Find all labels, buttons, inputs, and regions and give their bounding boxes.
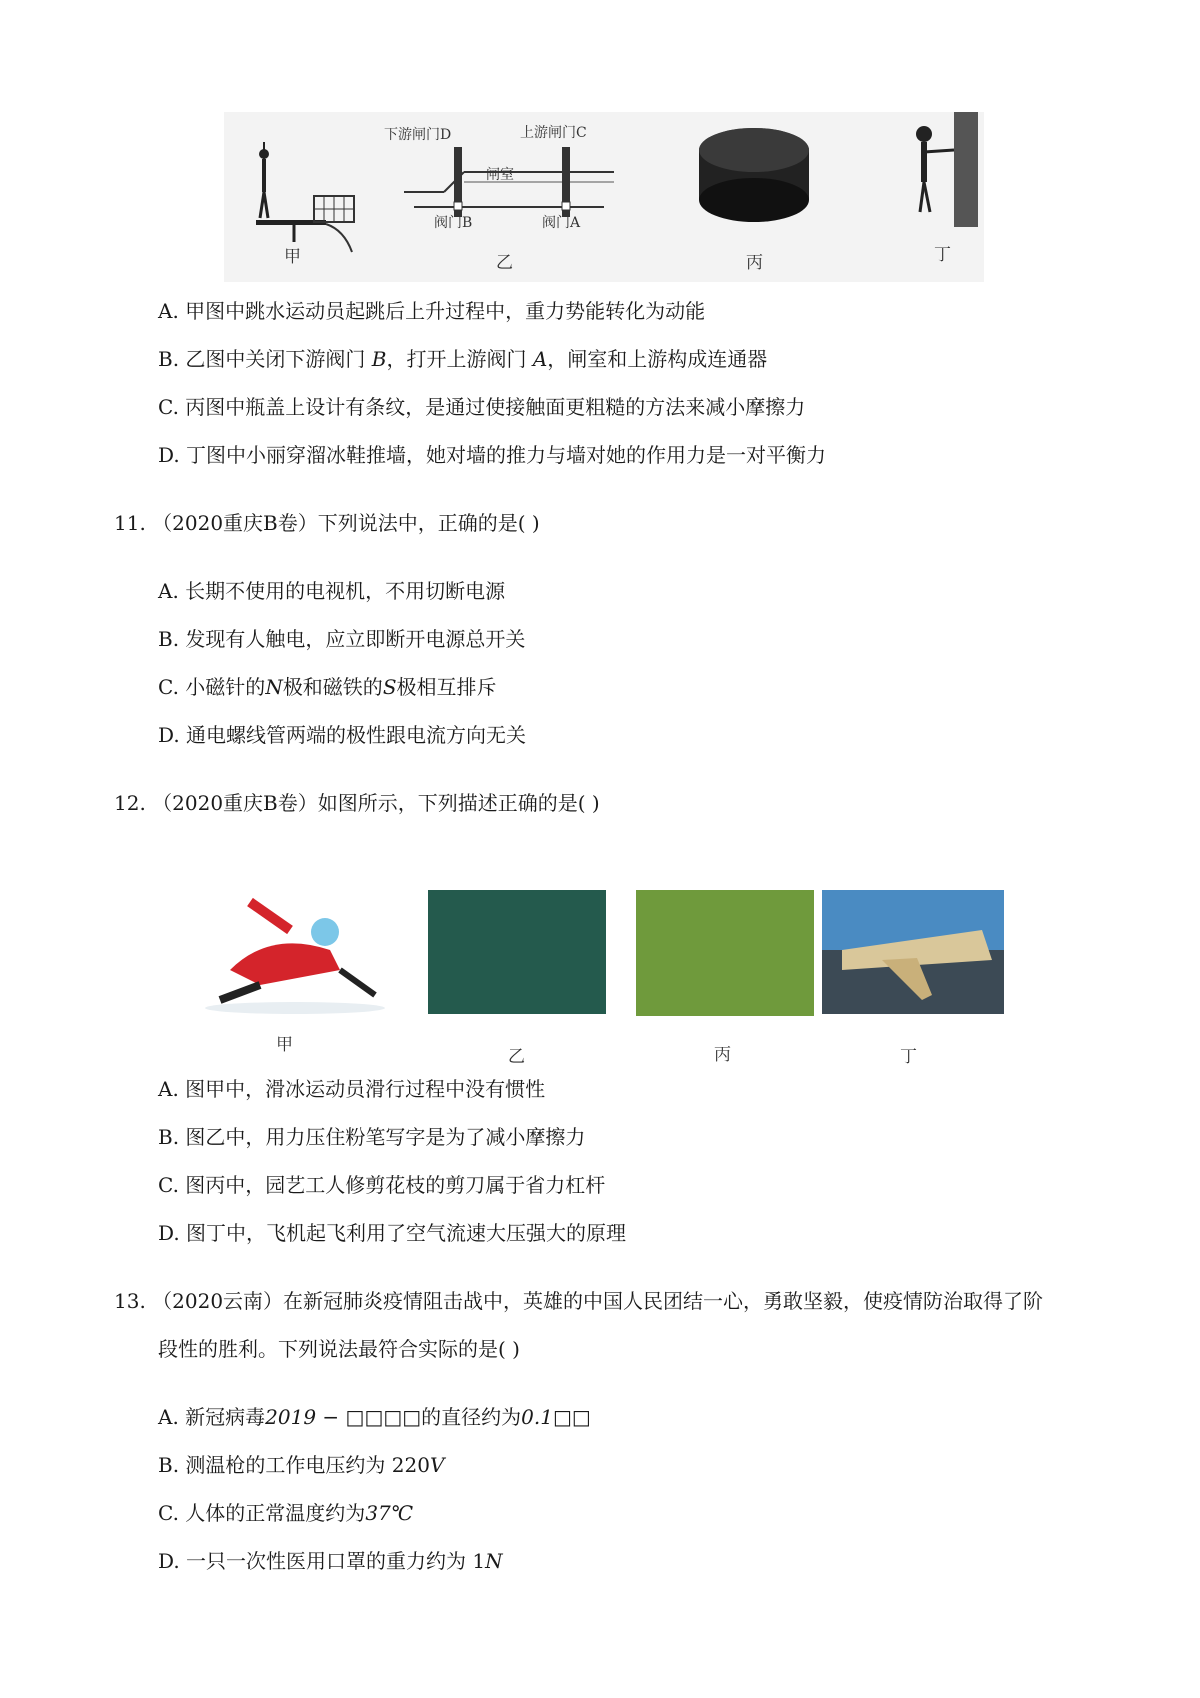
q10-option-c: C. 丙图中瓶盖上设计有条纹，是通过使接触面更粗糙的方法来减小摩擦力	[158, 395, 806, 419]
q13-option-c: C. 人体的正常温度约为37℃	[158, 1501, 414, 1525]
label-upper-gate: 上游闸门C	[520, 125, 587, 141]
q13-option-d: D. 一只一次性医用口罩的重力约为 1N	[158, 1549, 503, 1573]
caption-bing: 丙	[714, 1045, 731, 1065]
caption-yi: 乙	[508, 1047, 525, 1067]
label-lower-gate: 下游闸门D	[384, 127, 452, 143]
label-valve-a: 阀门A	[542, 215, 581, 231]
q12-option-b: B. 图乙中，用力压住粉笔写字是为了减小摩擦力	[158, 1125, 586, 1149]
bottle-cap-photo	[694, 120, 814, 230]
q13-stem-line2: 段性的胜利。下列说法最符合实际的是( )	[158, 1337, 520, 1361]
q11-option-d: D. 通电螺线管两端的极性跟电流方向无关	[158, 723, 527, 747]
q12-option-d: D. 图丁中，飞机起飞利用了空气流速大压强大的原理	[158, 1221, 627, 1245]
q12-option-a: A. 图甲中，滑冰运动员滑行过程中没有惯性	[158, 1077, 546, 1101]
diver-illustration	[224, 112, 384, 262]
caption-ding: 丁	[934, 245, 951, 265]
figure-q12	[200, 890, 1010, 1070]
q11-option-c: C. 小磁针的N极和磁铁的S极相互排斥	[158, 675, 497, 699]
figure-q10	[224, 112, 984, 282]
speed-skater-photo	[200, 890, 390, 1020]
q11-stem: 11. （2020重庆B卷）下列说法中，正确的是( )	[114, 511, 540, 535]
label-valve-b: 阀门B	[434, 215, 473, 231]
caption-jia: 甲	[284, 247, 301, 267]
q11-option-a: A. 长期不使用的电视机，不用切断电源	[158, 579, 506, 603]
fighter-jet-photo	[822, 890, 1004, 1014]
chalkboard-photo	[428, 890, 606, 1014]
q13-option-a: A. 新冠病毒2019 − □□□□的直径约为0.1□□	[158, 1405, 591, 1429]
q11-option-b: B. 发现有人触电，应立即断开电源总开关	[158, 627, 526, 651]
q12-option-c: C. 图丙中，园艺工人修剪花枝的剪刀属于省力杠杆	[158, 1173, 606, 1197]
caption-yi: 乙	[496, 253, 513, 273]
caption-ding: 丁	[900, 1047, 917, 1067]
pruning-photo	[636, 890, 814, 1016]
q10-option-a: A. 甲图中跳水运动员起跳后上升过程中，重力势能转化为动能	[158, 299, 706, 323]
q10-option-d: D. 丁图中小丽穿溜冰鞋推墙，她对墙的推力与墙对她的作用力是一对平衡力	[158, 443, 827, 467]
caption-jia: 甲	[276, 1035, 293, 1055]
girl-pushing-wall	[894, 112, 984, 232]
q12-stem: 12. （2020重庆B卷）如图所示，下列描述正确的是( )	[114, 791, 600, 815]
label-lock-chamber: 闸室	[486, 167, 514, 183]
q13-option-b: B. 测温枪的工作电压约为 220V	[158, 1453, 445, 1477]
q10-option-b: B. 乙图中关闭下游阀门 B，打开上游阀门 A，闸室和上游构成连通器	[158, 347, 768, 371]
caption-bing: 丙	[746, 253, 763, 273]
q13-stem-line1: 13. （2020云南）在新冠肺炎疫情阻击战中，英雄的中国人民团结一心，勇敢坚毅，使疫情防治取得了阶	[114, 1289, 1044, 1313]
